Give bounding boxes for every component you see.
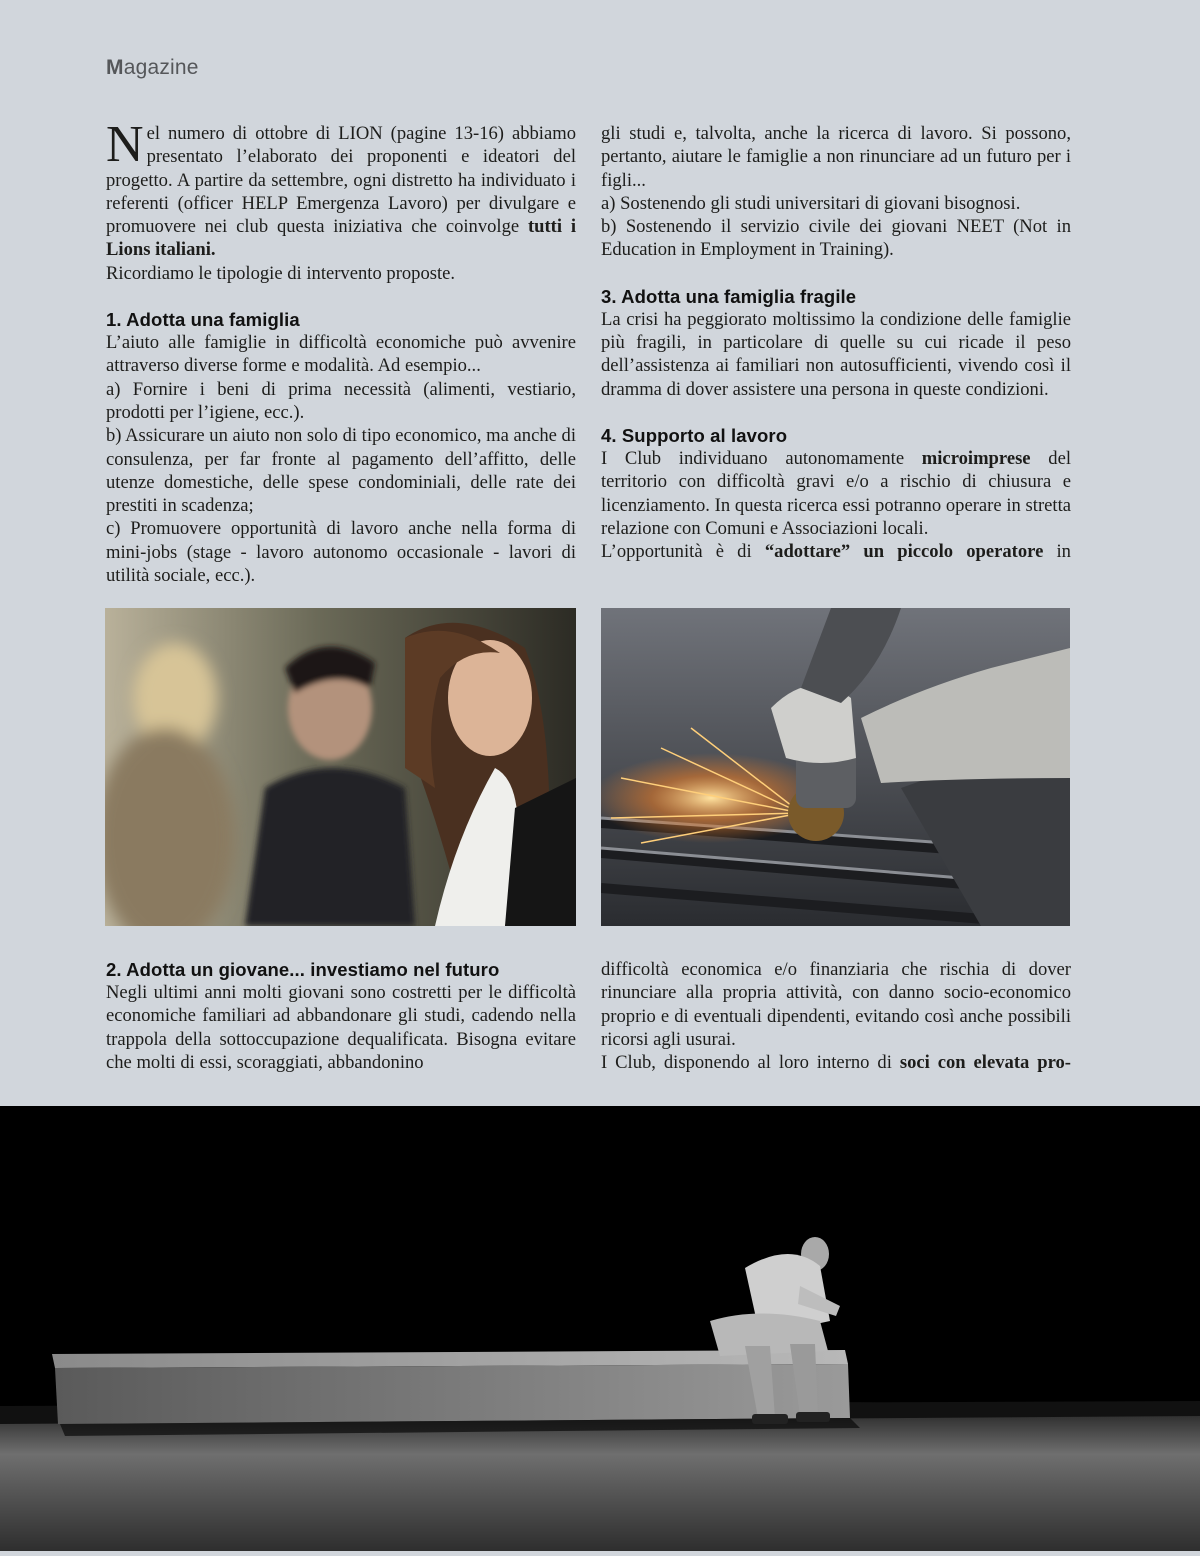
s4p4-bold: soci con elevata pro- xyxy=(899,1052,1071,1074)
left-column-bottom xyxy=(106,958,576,1074)
section-3-paragraph: La crisi ha peggiorato moltissimo la condizione delle famiglie più fragili, in particolare di quelle su cui ricade il peso dell’assistenza ai familiari non autosufficienti, vivendo così il dramma di dover assistere una persona in queste condizioni. xyxy=(601,308,1071,400)
s4-text-b: del territorio con difficoltà gravi e/o a rischio di chiusura e licenziamento. In questa ricerca essi potranno operare in stretta relazione con Comuni e Associazioni locali. xyxy=(601,447,1071,539)
magazine-header xyxy=(106,56,199,80)
drop-cap: N xyxy=(106,116,144,173)
s4p2-text-b: in xyxy=(1043,541,1071,563)
section-1-item-b: b) Assicurare un aiuto non solo di tipo economico, ma anche di consulenza, per far fronte al pagamento dell’affitto, delle utenze domestiche, delle spese condominiali, delle rate dei prestiti in scadenza; xyxy=(106,425,576,517)
section-4-title: 4. Supporto al lavoro xyxy=(601,424,788,446)
intro-closing: Ricordiamo le tipologie di intervento proposte. xyxy=(106,262,456,284)
section-4-paragraph-3: difficoltà economica e/o finanziaria che rischia di dover rinunciare alla propria attività, con danno socio-economico proprio e di eventuali dipendenti, evitando così anche possibili ricorsi agli usurai. xyxy=(601,959,1071,1050)
intro-text: el numero di ottobre di LION (pagine 13-16) abbiamo presentato l’elaborato dei proponenti e ideatori del progetto. A partire da settembre, ogni distretto ha individuato i referenti (officer HELP Emergenza Lavoro) per divulgare e promuovere nei club questa iniziativa che coinvolge xyxy=(106,123,576,238)
section-2-item-b: b) Sostenendo il servizio civile dei giovani NEET (Not in Education in Employment in Training). xyxy=(601,216,1071,261)
s4p4-text-a: I Club, disponendo al loro interno di xyxy=(601,1052,900,1074)
header-rest: agazine xyxy=(123,56,199,79)
bench-photo xyxy=(0,1106,1200,1551)
section-1-title: 1. Adotta una famiglia xyxy=(106,309,300,331)
s4-text-a: I Club individuano autonomamente xyxy=(601,447,922,469)
s4p2-text-a: L’opportunità è di xyxy=(601,541,765,563)
section-2-item-a: a) Sostenendo gli studi universitari di giovani bisognosi. xyxy=(601,192,1021,214)
section-4-paragraph-1 xyxy=(601,447,1071,540)
section-1-item-a: a) Fornire i beni di prima necessità (alimenti, vestiario, prodotti per l’igiene, ecc.). xyxy=(106,378,576,423)
section-2-title: 2. Adotta un giovane... investiamo nel futuro xyxy=(106,959,500,980)
right-column-bottom xyxy=(601,958,1071,1074)
grinder-photo xyxy=(601,608,1070,926)
intro-paragraph xyxy=(106,116,576,262)
section-3-title: 3. Adotta una famiglia fragile xyxy=(601,285,857,307)
section-1-intro: L’aiuto alle famiglie in difficoltà economiche può avvenire attraverso diverse forme e modalità. Ad esempio... xyxy=(106,332,576,377)
s4-bold: microimprese xyxy=(921,447,1031,469)
right-column-top xyxy=(601,122,1071,563)
section-4-paragraph-2 xyxy=(601,540,1071,563)
left-column-top xyxy=(106,116,576,587)
intro-bold: tutti i Lions italiani. xyxy=(106,216,576,261)
s4p2-bold: “adottare” un piccolo operatore xyxy=(764,541,1044,563)
header-initial: M xyxy=(106,56,124,79)
section-1-item-c: c) Promuovere opportunità di lavoro anche nella forma di mini-jobs (stage - lavoro autonomo occasionale - lavori di utilità sociale, ecc.). xyxy=(106,518,576,587)
students-photo xyxy=(105,608,576,926)
section-2-paragraph: Negli ultimi anni molti giovani sono costretti per le difficoltà economiche familiari ad abbandonare gli studi, cadendo nella trappola della sottoccupazione dequalificata. Bisogna evitare che molti di essi, scoraggiati, abbandonino xyxy=(106,982,576,1073)
section-4-paragraph-4 xyxy=(601,1051,1071,1074)
section-2-continuation: gli studi e, talvolta, anche la ricerca di lavoro. Si possono, pertanto, aiutare le famiglie a non rinunciare ad un futuro per i figli... xyxy=(601,123,1071,191)
